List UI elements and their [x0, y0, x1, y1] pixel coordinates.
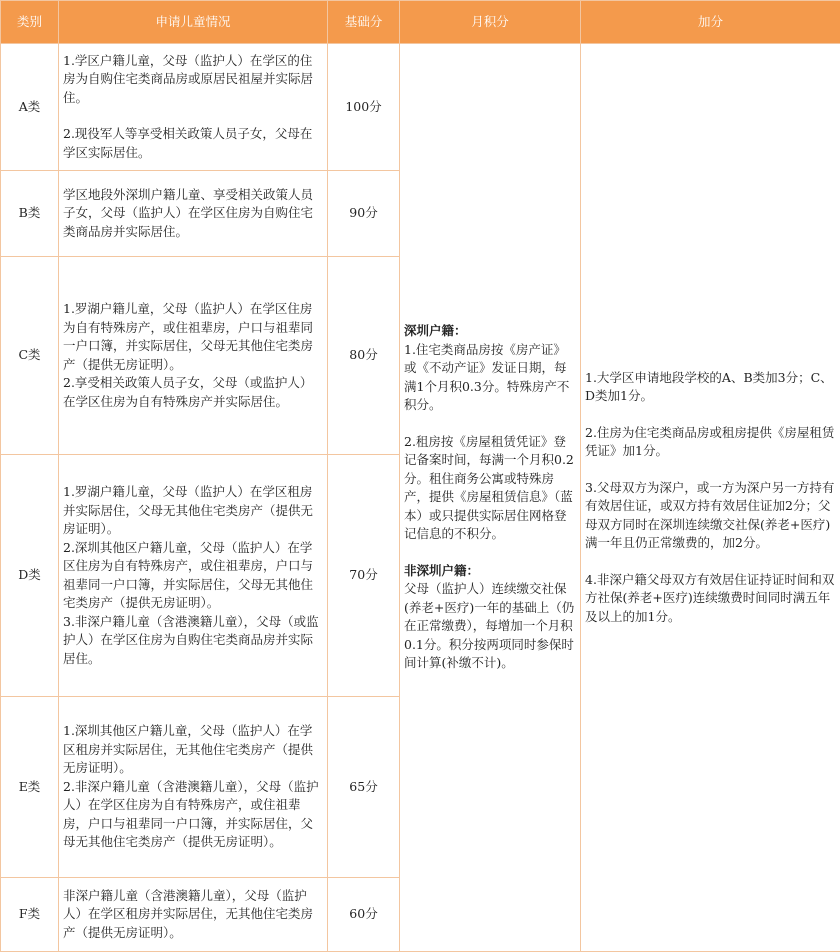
situation-paragraph: 1.罗湖户籍儿童，父母（监护人）在学区租房并实际居住，父母无其他住宅类房产（提供无房证明）。 — [63, 483, 323, 539]
shenzhen-heading: 深圳户籍： — [404, 322, 576, 341]
situation-paragraph: 1.深圳其他区户籍儿童，父母（监护人）在学区租房并实际居住，无其他住宅类房产（提供无房证明）。 — [63, 722, 323, 778]
situation-paragraph: 1.罗湖户籍儿童，父母（监护人）在学区住房为自有特殊房产，或住祖辈房，户口与祖辈同一户口簿，并实际居住，父母无其他住宅类房产（提供无房证明）。 — [63, 300, 323, 374]
base-score-cell: 70分 — [328, 455, 400, 697]
base-score-cell: 100分 — [328, 44, 400, 171]
situation-paragraph: 2.深圳其他区户籍儿童，父母（监护人）在学区住房为自有特殊房产，或住祖辈房，户口与祖辈同一户口簿，并实际居住，父母无其他住宅类房产（提供无房证明）。 — [63, 539, 323, 613]
situation-paragraph: 学区地段外深圳户籍儿童、享受相关政策人员子女，父母（监护人）在学区住房为自购住宅类商品房并实际居住。 — [63, 186, 323, 242]
monthly-points-cell — [400, 44, 581, 952]
monthly-item: 2.租房按《房屋租赁凭证》登记备案时间，每满一个月积0.2分。租住商务公寓或特殊房产，提供《房屋租赁信息》（蓝本）或只提供实际居住网格登记信息的不积分。 — [404, 433, 576, 544]
situation-paragraph: 2.非深户籍儿童（含港澳籍儿童），父母（监护人）在学区住房为自有特殊房产，或住祖辈房，户口与祖辈同一户口簿，并实际居住，父母无其他住宅类房产（提供无房证明）。 — [63, 778, 323, 852]
situation-cell — [59, 257, 328, 455]
category-cell: B类 — [1, 171, 59, 257]
base-score-cell: 60分 — [328, 878, 400, 952]
category-cell: C类 — [1, 257, 59, 455]
non-shenzhen-heading: 非深圳户籍： — [404, 562, 576, 581]
bonus-cell — [581, 44, 840, 952]
header-category: 类别 — [1, 1, 59, 44]
base-score-cell: 80分 — [328, 257, 400, 455]
header-bonus: 加分 — [581, 1, 840, 44]
header-situation: 申请儿童情况 — [59, 1, 328, 44]
base-score-cell: 65分 — [328, 697, 400, 878]
situation-cell — [59, 697, 328, 878]
situation-cell — [59, 455, 328, 697]
situation-paragraph: 非深户籍儿童（含港澳籍儿童），父母（监护人）在学区租房并实际居住，无其他住宅类房产（提供无房证明）。 — [63, 887, 323, 943]
monthly-item: 1.住宅类商品房按《房产证》或《不动产证》发证日期，每满1个月积0.3分。特殊房产不积分。 — [404, 341, 576, 415]
situation-paragraph: 3.非深户籍儿童（含港澳籍儿童），父母（或监护人）在学区住房为自购住宅类商品房并实际居住。 — [63, 613, 323, 669]
category-cell: E类 — [1, 697, 59, 878]
category-cell: F类 — [1, 878, 59, 952]
category-cell: A类 — [1, 44, 59, 171]
monthly-item: 父母（监护人）连续缴交社保(养老+医疗)一年的基础上（仍在正常缴费），每增加一个月积0.1分。积分按两项同时参保时间计算(补缴不计)。 — [404, 580, 576, 673]
bonus-item: 1.大学区申请地段学校的A、B类加3分；C、D类加1分。 — [585, 369, 836, 406]
category-cell: D类 — [1, 455, 59, 697]
header-base-score: 基础分 — [328, 1, 400, 44]
situation-cell — [59, 878, 328, 952]
situation-paragraph: 2.享受相关政策人员子女，父母（或监护人）在学区住房为自有特殊房产并实际居住。 — [63, 374, 323, 411]
situation-paragraph: 2.现役军人等享受相关政策人员子女，父母在学区实际居住。 — [63, 125, 323, 162]
bonus-item: 3.父母双方为深户，或一方为深户另一方持有有效居住证，或双方持有效居住证加2分；父母双方同时在深圳连续缴交社保(养老+医疗)满一年且仍正常缴费的，加2分。 — [585, 479, 836, 553]
base-score-cell: 90分 — [328, 171, 400, 257]
bonus-item: 4.非深户籍父母双方有效居住证持证时间和双方社保(养老+医疗)连续缴费时间同时满五年及以上的加1分。 — [585, 571, 836, 627]
bonus-item: 2.住房为住宅类商品房或租房提供《房屋租赁凭证》加1分。 — [585, 424, 836, 461]
table-row-a — [1, 44, 840, 171]
header-row — [1, 1, 840, 44]
situation-cell — [59, 171, 328, 257]
situation-paragraph: 1.学区户籍儿童，父母（监护人）在学区的住房为自购住宅类商品房或原居民祖屋并实际居住。 — [63, 52, 323, 108]
situation-cell — [59, 44, 328, 171]
header-monthly-points: 月积分 — [400, 1, 581, 44]
